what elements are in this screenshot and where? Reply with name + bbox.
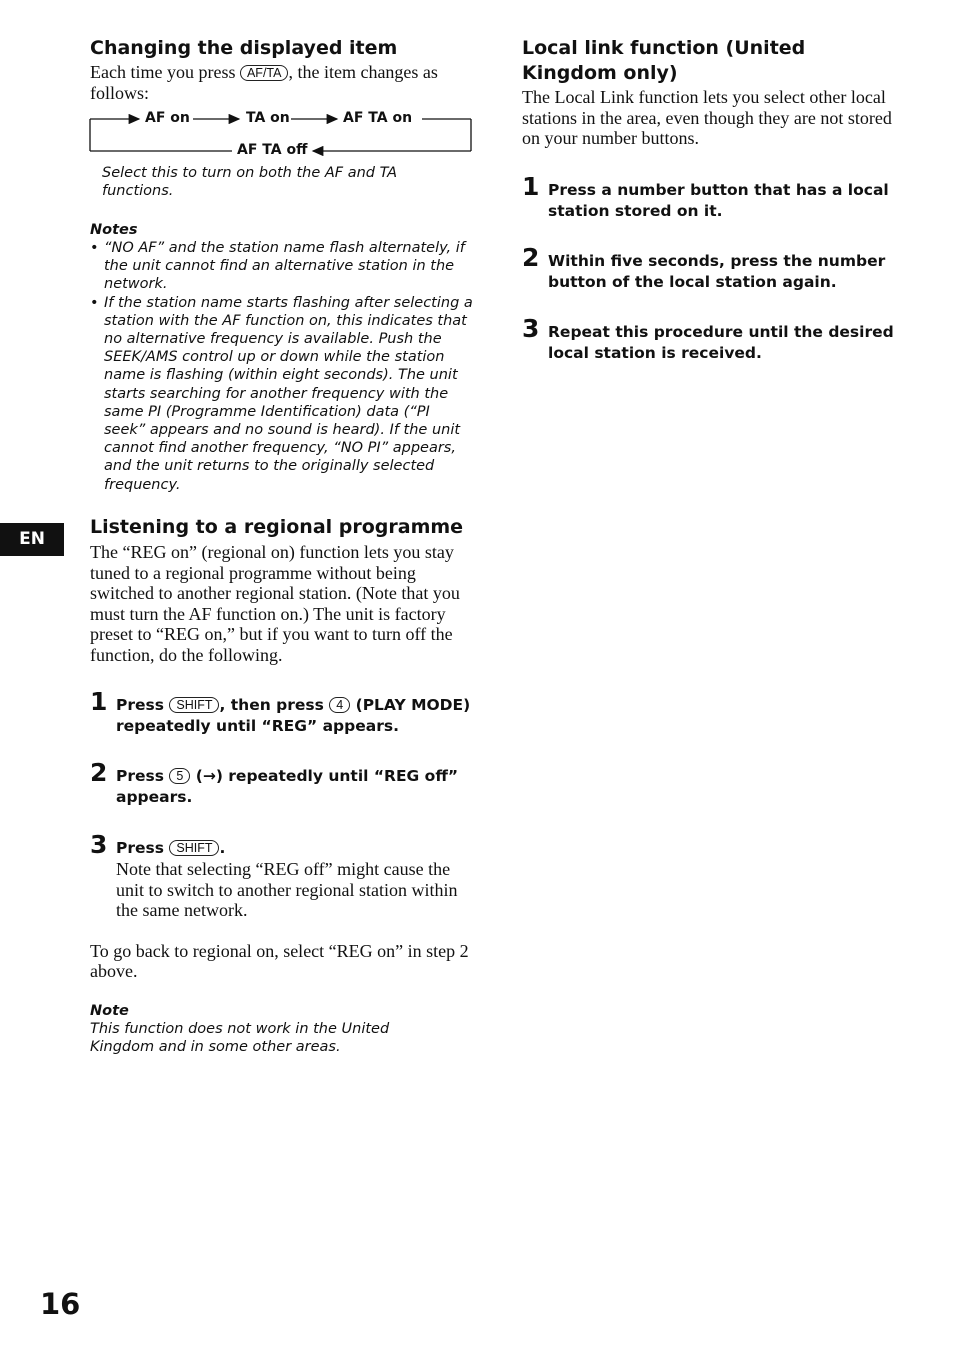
step-number: 1 [522,171,540,201]
note-item: • “NO AF” and the station name flash alternately, if the unit cannot find an alternative station in the network. [90,240,465,293]
af-ta-flow-diagram [89,108,473,156]
flow-af-ta-off: AF TA off [237,142,308,158]
right-arrow-icon: → [202,767,216,785]
flow-af-ta-on: AF TA on [343,110,413,126]
regional-section [90,515,474,1056]
step-number: 3 [522,313,540,343]
step-number: 2 [90,758,108,787]
flow-caption: Select this to turn on both the AF and TA functions. [102,165,398,200]
intro-paragraph: Each time you press AF/TA , the item changes as follows: [90,62,438,103]
heading-regional-programme: Listening to a regional programme [90,516,464,538]
heading-local-link: Local link function (United Kingdom only) [522,37,806,84]
number-4-key: 4 [329,697,350,713]
step-number: 1 [90,687,108,716]
local-link-paragraph: The Local Link function lets you select other local stations in the area, even though they are not stored on your number buttons. [522,87,892,148]
shift-key: SHIFT [169,840,219,856]
regional-step-2: 2 Press 5 (→) repeatedly until “REG off” appears. [90,758,459,806]
bullet: • [90,240,99,256]
flow-af-on: AF on [145,110,190,126]
local-step-1: 1 Press a number button that has a local station stored on it. [522,171,889,220]
local-step-3: 3 Repeat this procedure until the desired local station is received. [522,313,894,362]
number-5-key: 5 [169,768,190,784]
local-step-2: 2 Within five seconds, press the number button of the local station again. [522,242,886,291]
regional-step-1: 1 Press SHIFT , then press 4 (PLAY MODE) repeatedly until “REG” appears. [90,687,471,735]
notes-heading: Notes [90,222,138,238]
go-back-paragraph: To go back to regional on, select “REG on” in step 2 above. [90,940,469,981]
step-3-detail: Note that selecting “REG off” might cause the unit to switch to another regional station within the same network. [116,859,458,920]
language-tab: EN [0,523,64,556]
note-heading: Note [90,1002,129,1019]
heading-changing-displayed-item: Changing the displayed item [90,37,398,59]
af-ta-key: AF/TA [240,65,289,81]
flow-ta-on: TA on [246,110,290,126]
left-column-top [90,36,474,103]
right-column [522,36,904,364]
page-number: 16 [40,1287,81,1321]
step-number: 2 [522,242,540,272]
shift-key: SHIFT [169,697,219,713]
regional-step-3: 3 Press SHIFT . Note that selecting “REG off” might cause the unit to switch to another regional station within the same network. [90,838,474,921]
note-text: This function does not work in the United Kingdom and in some other areas. [90,1020,390,1055]
step-number: 3 [90,830,108,859]
note-item: • If the station name starts flashing after selecting a station with the AF function on, this indicates that no alternative frequency is available. Push the SEEK/AMS control up or down while the station name is flashing (within eight seconds). The unit starts searching for another frequency with the same PI (Programme Identification) data (“PI seek” appears and no sound is heard). If the unit cannot find another frequency, “NO PI” appears, and the unit returns to the originally selected frequency. [90,294,473,493]
bullet: • [90,294,99,311]
notes-block [90,221,474,494]
regional-paragraph: The “REG on” (regional on) function lets you stay tuned to a regional programme without being switched to another regional station. (Note that you must turn the AF function on.) The unit is factory preset to “REG on,” but if you want to turn off the function, do the following. [90,542,460,665]
